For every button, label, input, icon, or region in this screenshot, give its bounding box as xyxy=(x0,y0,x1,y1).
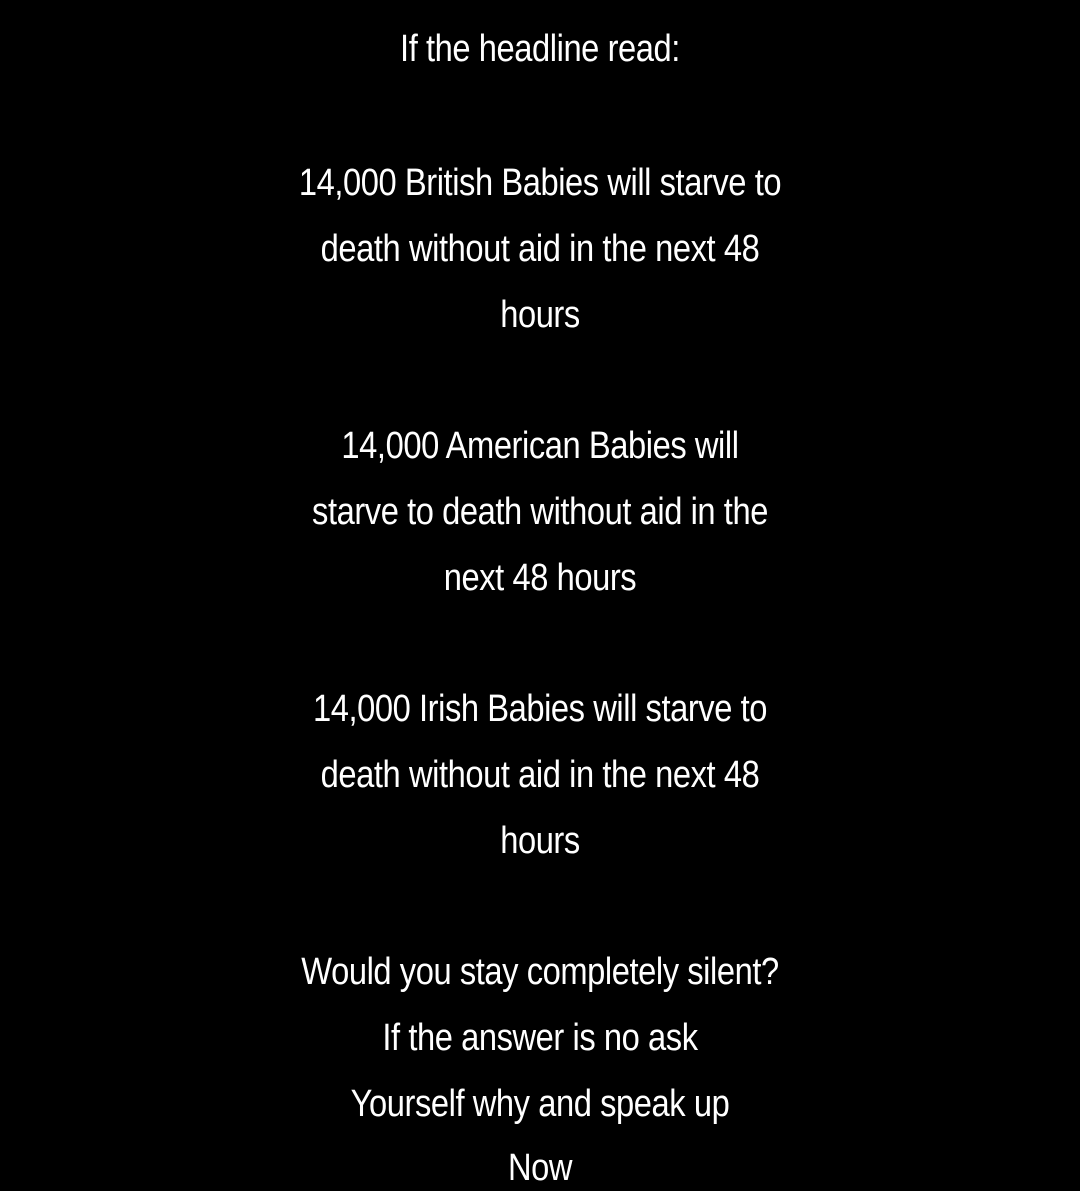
paragraph-american-line-2: starve to death without aid in the xyxy=(312,491,768,533)
closing-line-1: Would you stay completely silent? xyxy=(301,951,779,993)
paragraph-irish-line-3: hours xyxy=(500,820,580,862)
paragraph-british-line-2: death without aid in the next 48 xyxy=(320,228,760,270)
intro-line: If the headline read: xyxy=(400,28,680,70)
paragraph-british-line-3: hours xyxy=(500,294,580,336)
paragraph-british-line-1: 14,000 British Babies will starve to xyxy=(298,162,782,204)
closing-line-4: Now xyxy=(507,1147,573,1189)
paragraph-irish-line-1: 14,000 Irish Babies will starve to xyxy=(312,688,768,730)
closing-line-3: Yourself why and speak up xyxy=(350,1083,730,1125)
paragraph-american-line-3: next 48 hours xyxy=(443,557,637,599)
paragraph-irish-line-2: death without aid in the next 48 xyxy=(320,754,760,796)
closing-line-2: If the answer is no ask xyxy=(382,1017,698,1059)
paragraph-american-line-1: 14,000 American Babies will xyxy=(341,425,739,467)
